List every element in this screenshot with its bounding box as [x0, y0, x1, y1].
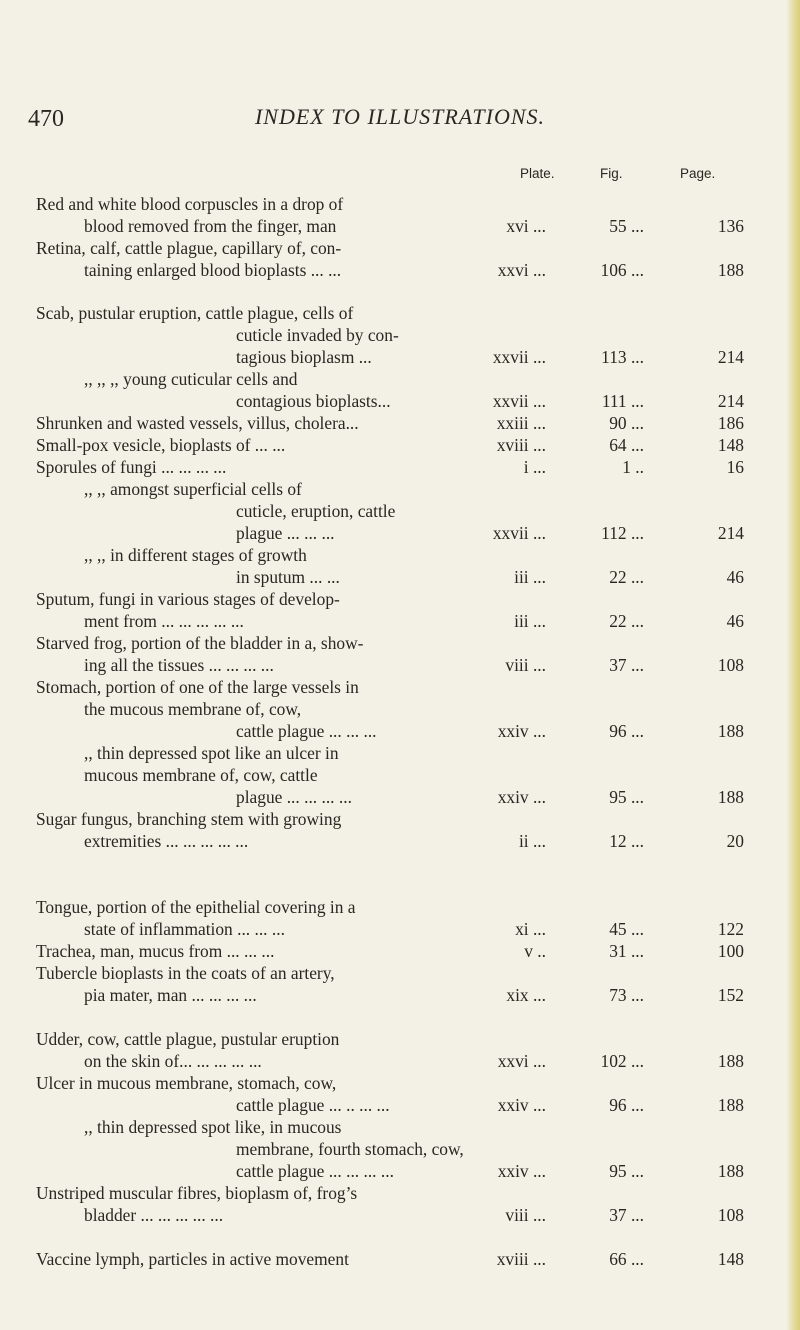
page-ref: 122: [717, 919, 744, 939]
figure-ref: 22 ...: [609, 611, 644, 631]
plate-ref: xxiv ...: [497, 721, 546, 741]
entry-text-line: Udder, cow, cattle plague, pustular eruption: [36, 1029, 340, 1049]
page-ref: 108: [717, 655, 744, 675]
entry-text-line: in sputum ... ...: [236, 567, 340, 587]
plate-ref: xxvi ...: [497, 260, 546, 280]
column-header-plate: Plate.: [520, 166, 555, 181]
entry-text-line: ,, thin depressed spot like, in mucous: [84, 1117, 342, 1137]
entry-text-line: ing all the tissues ... ... ... ...: [84, 655, 274, 675]
figure-ref: 37 ...: [609, 655, 644, 675]
plate-ref: viii ...: [505, 1205, 546, 1225]
plate-ref: viii ...: [505, 655, 546, 675]
entry-text-line: ,, ,, in different stages of growth: [84, 545, 307, 565]
entry-text-line: Retina, calf, cattle plague, capillary of, con-: [36, 238, 342, 258]
plate-ref: xxvii ...: [492, 347, 546, 367]
plate-ref: i ...: [523, 457, 546, 477]
plate-ref: xxiv ...: [497, 787, 546, 807]
plate-ref: iii ...: [514, 567, 546, 587]
column-header-fig: Fig.: [600, 166, 623, 181]
plate-ref: xxvii ...: [492, 523, 546, 543]
figure-ref: 31 ...: [609, 941, 644, 961]
entry-text-line: ,, thin depressed spot like an ulcer in: [84, 743, 339, 763]
page-ref: 136: [717, 216, 744, 236]
plate-ref: xix ...: [506, 985, 546, 1005]
entry-text-line: cattle plague ... ... ... ...: [236, 1161, 394, 1181]
page-ref: 188: [717, 1161, 744, 1181]
page-ref: 148: [717, 435, 744, 455]
entry-text-line: cattle plague ... .. ... ...: [236, 1095, 390, 1115]
entry-text-line: blood removed from the finger, man: [84, 216, 337, 236]
entry-text-line: mucous membrane of, cow, cattle: [84, 765, 318, 785]
page-ref: 100: [717, 941, 744, 961]
entry-text-line: cattle plague ... ... ...: [236, 721, 377, 741]
page-ref: 46: [726, 611, 744, 631]
page-ref: 16: [726, 457, 744, 477]
figure-ref: 106 ...: [600, 260, 644, 280]
page-number: 470: [28, 106, 64, 132]
page-ref: 214: [717, 391, 744, 411]
entry-text-line: extremities ... ... ... ... ...: [84, 831, 249, 851]
figure-ref: 66 ...: [609, 1249, 644, 1269]
page-ref: 20: [726, 831, 744, 851]
entry-text-line: Sugar fungus, branching stem with growing: [36, 809, 342, 829]
plate-ref: xvi ...: [506, 216, 546, 236]
figure-ref: 111 ...: [601, 391, 644, 411]
figure-ref: 12 ...: [609, 831, 644, 851]
entry-text-line: Scab, pustular eruption, cattle plague, cells of: [36, 303, 354, 323]
page-ref: 152: [717, 985, 744, 1005]
running-head: INDEX TO ILLUSTRATIONS.: [254, 104, 546, 129]
figure-ref: 22 ...: [609, 567, 644, 587]
figure-ref: 95 ...: [609, 787, 644, 807]
entry-text-line: contagious bioplasts...: [236, 391, 391, 411]
figure-ref: 113 ...: [601, 347, 644, 367]
figure-ref: 90 ...: [609, 413, 644, 433]
entry-text-line: ,, ,, ,, young cuticular cells and: [84, 369, 298, 389]
plate-ref: xi ...: [515, 919, 546, 939]
figure-ref: 1 ..: [622, 457, 644, 477]
entry-text-line: Small-pox vesicle, bioplasts of ... ...: [36, 435, 286, 455]
page-ref: 188: [717, 260, 744, 280]
entry-text-line: Sporules of fungi ... ... ... ...: [36, 457, 227, 477]
entry-text-line: Unstriped muscular fibres, bioplasm of, frog’s: [36, 1183, 358, 1203]
page-ref: 214: [717, 347, 744, 367]
entry-text-line: pia mater, man ... ... ... ...: [84, 985, 257, 1005]
entry-text-line: cuticle invaded by con-: [236, 325, 399, 345]
entry-text-line: Tongue, portion of the epithelial covering in a: [36, 897, 356, 917]
plate-ref: xxiv ...: [497, 1095, 546, 1115]
plate-ref: xxiii ...: [496, 413, 546, 433]
entry-text-line: plague ... ... ... ...: [236, 787, 352, 807]
entry-text-line: Tubercle bioplasts in the coats of an artery,: [36, 963, 335, 983]
entry-text-line: Trachea, man, mucus from ... ... ...: [36, 941, 275, 961]
page-edge-shading: [786, 0, 800, 1330]
plate-ref: iii ...: [514, 611, 546, 631]
column-header-page: Page.: [680, 166, 716, 181]
figure-ref: 55 ...: [609, 216, 644, 236]
figure-ref: 45 ...: [609, 919, 644, 939]
entry-text-line: on the skin of... ... ... ... ...: [84, 1051, 262, 1071]
figure-ref: 73 ...: [609, 985, 644, 1005]
entry-text-line: taining enlarged blood bioplasts ... ...: [84, 260, 342, 280]
page-ref: 46: [726, 567, 744, 587]
figure-ref: 37 ...: [609, 1205, 644, 1225]
page-ref: 188: [717, 787, 744, 807]
page-ref: 188: [717, 1051, 744, 1071]
entry-text-line: ment from ... ... ... ... ...: [84, 611, 244, 631]
figure-ref: 96 ...: [609, 1095, 644, 1115]
entry-text-line: state of inflammation ... ... ...: [84, 919, 285, 939]
entry-text-line: plague ... ... ...: [236, 523, 335, 543]
entry-text-line: bladder ... ... ... ... ...: [84, 1205, 224, 1225]
figure-ref: 96 ...: [609, 721, 644, 741]
plate-ref: xxvii ...: [492, 391, 546, 411]
entry-text-line: tagious bioplasm ...: [236, 347, 372, 367]
plate-ref: xviii ...: [496, 1249, 546, 1269]
plate-ref: xxvi ...: [497, 1051, 546, 1071]
plate-ref: ii ...: [518, 831, 546, 851]
entry-text-line: Sputum, fungi in various stages of develop-: [36, 589, 340, 609]
entry-text-line: the mucous membrane of, cow,: [84, 699, 302, 719]
entry-text-line: Vaccine lymph, particles in active movement: [36, 1249, 349, 1269]
entry-text-line: cuticle, eruption, cattle: [236, 501, 396, 521]
entry-text-line: Stomach, portion of one of the large vessels in: [36, 677, 359, 697]
entry-text-line: ,, ,, amongst superficial cells of: [84, 479, 302, 499]
plate-ref: xviii ...: [496, 435, 546, 455]
page-ref: 214: [717, 523, 744, 543]
page-ref: 108: [717, 1205, 744, 1225]
figure-ref: 64 ...: [609, 435, 644, 455]
figure-ref: 95 ...: [609, 1161, 644, 1181]
entry-text-line: Shrunken and wasted vessels, villus, cholera...: [36, 413, 359, 433]
page-ref: 148: [717, 1249, 744, 1269]
entry-text-line: Starved frog, portion of the bladder in a, show-: [36, 633, 364, 653]
entry-text-line: Ulcer in mucous membrane, stomach, cow,: [36, 1073, 337, 1093]
page-ref: 188: [717, 721, 744, 741]
page-ref: 188: [717, 1095, 744, 1115]
entry-text-line: Red and white blood corpuscles in a drop of: [36, 194, 344, 214]
figure-ref: 102 ...: [600, 1051, 644, 1071]
plate-ref: v ..: [524, 941, 546, 961]
figure-ref: 112 ...: [601, 523, 644, 543]
plate-ref: xxiv ...: [497, 1161, 546, 1181]
entry-text-line: membrane, fourth stomach, cow,: [236, 1139, 464, 1159]
page-ref: 186: [717, 413, 744, 433]
